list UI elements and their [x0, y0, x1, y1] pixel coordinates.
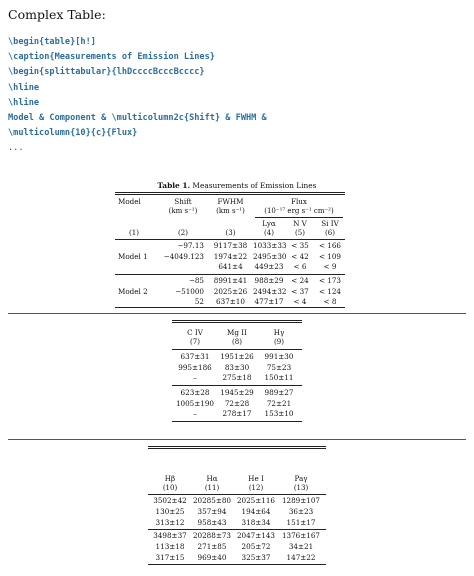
table-cell: 1033±33	[253, 241, 287, 250]
group-rule	[115, 274, 345, 275]
table3-top-rule	[148, 446, 326, 449]
column-number: (12)	[248, 484, 264, 492]
table-cell: 477±17	[254, 297, 284, 306]
header-shift-unit: (km s⁻¹)	[168, 207, 198, 215]
table-cell: 147±22	[286, 552, 316, 562]
column-header: He I	[248, 474, 264, 483]
table-cell: 641±4	[218, 262, 243, 271]
latex-code-block	[8, 35, 267, 157]
table-cell: 130±25	[155, 506, 185, 516]
table-cell: 449±23	[254, 262, 284, 271]
table-cell: 278±17	[222, 409, 252, 418]
code-line: \hline	[8, 97, 40, 108]
table-cell: 72±28	[224, 398, 250, 408]
header-num-3: (3)	[225, 229, 236, 237]
table-cell: 275±18	[222, 373, 252, 382]
model1-label: Model 1	[118, 252, 148, 261]
table-cell: 150±11	[264, 373, 294, 382]
table-cell: 20288±73	[192, 531, 232, 540]
table-cell: 8991±41	[213, 276, 248, 285]
header-num-5: (5)	[295, 229, 305, 237]
table-cell: 1005±190	[175, 398, 215, 408]
table-cell: < 109	[318, 251, 342, 261]
table-cell: 623±28	[180, 388, 210, 397]
table-cell: < 173	[318, 276, 342, 285]
table-cell: 2494±32	[253, 286, 287, 296]
table-cell: < 37	[291, 286, 309, 296]
table-cell: < 4	[293, 297, 307, 306]
table-cell: 2025±116	[236, 496, 276, 505]
flux-subrule	[255, 217, 343, 218]
table-cell: 3502±42	[153, 496, 187, 505]
table-cell: 637±31	[180, 352, 210, 361]
table-cell: 969±40	[197, 552, 227, 562]
column-number: (11)	[204, 484, 220, 492]
column-number: (13)	[293, 484, 309, 492]
column-header: Paγ	[294, 474, 308, 483]
table-cell: 357±94	[197, 506, 227, 516]
code-ellipsis: ...	[8, 143, 24, 154]
code-line: Model & Component & \multicolumn2c{Shift} & FWHM &	[8, 113, 267, 124]
section-heading: Complex Table:	[8, 7, 106, 22]
header-num-6: (6)	[325, 229, 335, 237]
code-line: \begin{splittabular}{lhDccccBcccBcccc}	[8, 67, 205, 78]
code-line: \multicolumn{10}{c}{Flux}	[8, 128, 138, 139]
table-cell: 52	[194, 297, 204, 306]
header-fwhm: FWHM	[217, 197, 244, 206]
table-cell: 988±29	[254, 276, 284, 285]
table-cell: 153±10	[264, 409, 294, 418]
table-cell: 3498±37	[153, 531, 187, 540]
table-cell: 271±85	[197, 541, 227, 551]
header-bottom-rule	[172, 349, 302, 350]
code-line: \begin{table}[h!]	[8, 37, 96, 47]
table-cell: 34±21	[288, 541, 314, 551]
header-num-2: (2)	[178, 229, 188, 237]
table-cell: 113±18	[155, 541, 185, 551]
table-top-rule	[115, 192, 345, 195]
table-cell: < 8	[323, 297, 337, 306]
table-cell: 958±43	[197, 517, 227, 527]
table-cell: < 42	[291, 251, 309, 261]
table-cell: 72±21	[266, 398, 292, 408]
header-model: Model	[118, 197, 141, 206]
table-bottom-rule	[148, 564, 326, 565]
column-number: (8)	[232, 338, 242, 346]
column-number: (10)	[162, 484, 178, 492]
table-cell: 1376±167	[281, 531, 321, 540]
table-caption	[0, 180, 474, 191]
table-cell: −85	[188, 276, 204, 285]
table-cell: 637±10	[216, 297, 245, 306]
column-header: Hβ	[164, 474, 176, 483]
caption-label: Table 1.	[157, 181, 191, 190]
table-cell: < 6	[293, 262, 307, 271]
header-shift: Shift	[174, 197, 192, 206]
column-number: (9)	[274, 338, 284, 346]
table-cell: 151±17	[286, 517, 316, 527]
table-cell: 1289±107	[281, 496, 321, 505]
header-siiv: Si IV	[321, 219, 339, 228]
column-header: C IV	[187, 328, 203, 337]
column-header: Mg II	[227, 328, 247, 337]
table-cell: 194±64	[241, 506, 271, 516]
table-cell: 83±30	[224, 362, 250, 372]
header-bottom-rule	[115, 239, 345, 240]
column-number: (7)	[190, 338, 200, 346]
table-cell: 995±186	[178, 362, 212, 372]
table-cell: −51000	[175, 286, 204, 296]
table-cell: 317±15	[155, 552, 185, 562]
table-cell: 205±72	[241, 541, 271, 551]
header-flux: Flux	[291, 197, 307, 206]
table-cell: 36±23	[288, 506, 314, 516]
table-cell: 1974±22	[213, 251, 248, 261]
table-cell: 989±27	[264, 388, 294, 397]
table-cell: 1945±29	[220, 388, 254, 397]
table-bottom-rule	[172, 421, 302, 422]
table-cell: 2047±143	[236, 531, 276, 540]
table-cell: −4049.123	[163, 251, 204, 261]
table-cell: 2495±30	[253, 251, 287, 261]
table-cell: 313±12	[155, 517, 185, 527]
header-bottom-rule	[148, 494, 326, 495]
header-lya: Lyα	[262, 219, 276, 228]
table-cell: 991±30	[264, 352, 294, 361]
section-divider	[8, 439, 466, 440]
column-header: Hα	[206, 474, 218, 483]
model2-label: Model 2	[118, 287, 148, 296]
header-nv: N V	[293, 219, 307, 228]
table-cell: –	[193, 373, 197, 382]
code-line: \caption{Measurements of Emission Lines}	[8, 52, 215, 63]
table-cell: 2025±26	[213, 286, 248, 296]
table-cell: −97.13	[177, 241, 204, 250]
table-cell: < 124	[318, 286, 342, 296]
table-cell: 1951±26	[220, 352, 254, 361]
header-num-1: (1)	[129, 229, 139, 237]
section-divider	[8, 313, 466, 314]
table-cell: 9117±38	[213, 241, 248, 250]
header-flux-unit: (10⁻¹⁷ erg s⁻¹ cm⁻²)	[264, 207, 334, 215]
table-cell: < 35	[291, 241, 309, 250]
table-cell: < 24	[291, 276, 309, 285]
code-line: \hline	[8, 82, 40, 93]
caption-text: Measurements of Emission Lines	[192, 181, 317, 190]
table1-bottom-rule	[115, 307, 345, 308]
header-num-4: (4)	[264, 229, 274, 237]
table-cell: 325±37	[241, 552, 271, 562]
group-rule	[148, 529, 326, 530]
table-cell: < 9	[323, 262, 337, 271]
table-cell: –	[193, 409, 197, 418]
group-rule	[172, 385, 302, 386]
table-cell: < 166	[318, 241, 342, 250]
header-fwhm-unit: (km s⁻¹)	[216, 207, 245, 215]
table2-top-rule	[172, 320, 302, 323]
table-cell: 20285±80	[192, 496, 232, 505]
table-cell: 318±34	[241, 517, 271, 527]
table-cell: 75±23	[266, 362, 292, 372]
column-header: Hγ	[273, 328, 285, 337]
